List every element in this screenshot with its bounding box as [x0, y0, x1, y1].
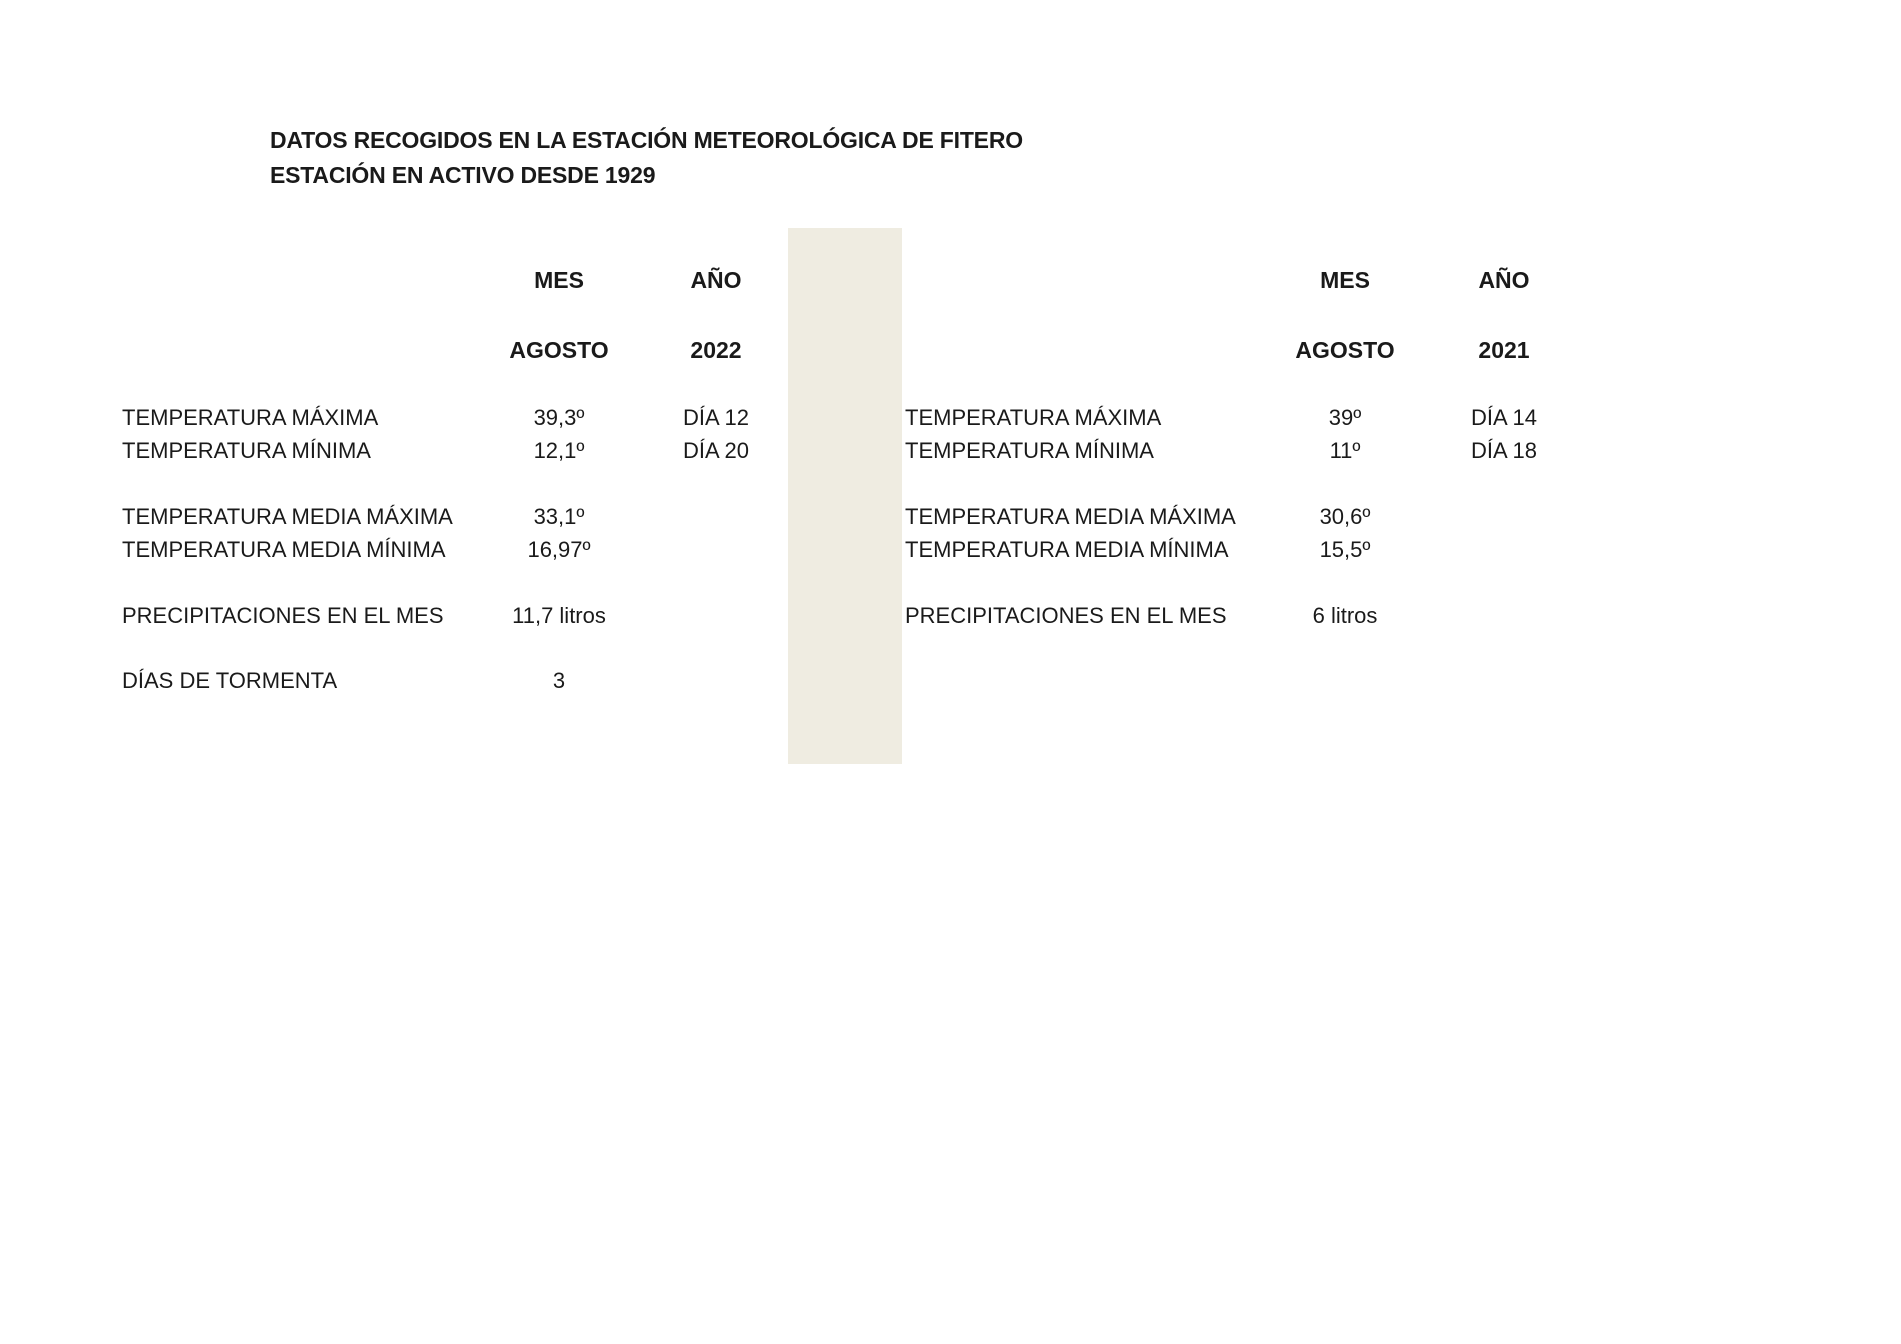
page-title: DATOS RECOGIDOS EN LA ESTACIÓN METEOROLÓGICA DE FITERO: [270, 127, 1023, 153]
left-header-mes: MES: [534, 267, 584, 293]
right-row-day: DÍA 14: [1470, 405, 1538, 430]
left-row-label: PRECIPITACIONES EN EL MES: [122, 603, 444, 628]
left-row-value: 16,97º: [527, 537, 591, 562]
left-row-label: TEMPERATURA MEDIA MÍNIMA: [122, 537, 446, 562]
right-header-mes: MES: [1320, 267, 1370, 293]
right-row-day: DÍA 18: [1470, 438, 1538, 463]
right-row-value: 39º: [1328, 405, 1362, 430]
page-subtitle: ESTACIÓN EN ACTIVO DESDE 1929: [270, 162, 656, 188]
left-row-value: 33,1º: [533, 504, 585, 529]
left-row-label: TEMPERATURA MÍNIMA: [122, 438, 371, 463]
right-row-value: 6 litros: [1312, 603, 1378, 628]
right-row-value: 11º: [1329, 438, 1361, 463]
right-row-label: TEMPERATURA MÁXIMA: [905, 405, 1162, 430]
left-row-value: 12,1º: [533, 438, 585, 463]
column-divider-band: [788, 228, 902, 764]
right-month: AGOSTO: [1295, 337, 1395, 363]
right-header-ano: AÑO: [1478, 267, 1530, 293]
left-year: 2022: [690, 337, 742, 363]
right-year: 2021: [1478, 337, 1530, 363]
left-row-value: 3: [552, 668, 566, 693]
left-row-label: DÍAS DE TORMENTA: [122, 668, 338, 693]
left-row-label: TEMPERATURA MÁXIMA: [122, 405, 379, 430]
right-row-value: 15,5º: [1319, 537, 1371, 562]
left-month: AGOSTO: [509, 337, 609, 363]
right-row-label: PRECIPITACIONES EN EL MES: [905, 603, 1227, 628]
left-row-value: 11,7 litros: [512, 603, 606, 628]
left-row-day: DÍA 12: [682, 405, 750, 430]
left-header-ano: AÑO: [690, 267, 742, 293]
left-row-value: 39,3º: [533, 405, 585, 430]
right-row-label: TEMPERATURA MEDIA MÁXIMA: [905, 504, 1236, 529]
right-row-label: TEMPERATURA MÍNIMA: [905, 438, 1154, 463]
right-row-value: 30,6º: [1319, 504, 1371, 529]
left-row-day: DÍA 20: [682, 438, 750, 463]
left-row-label: TEMPERATURA MEDIA MÁXIMA: [122, 504, 453, 529]
right-row-label: TEMPERATURA MEDIA MÍNIMA: [905, 537, 1229, 562]
